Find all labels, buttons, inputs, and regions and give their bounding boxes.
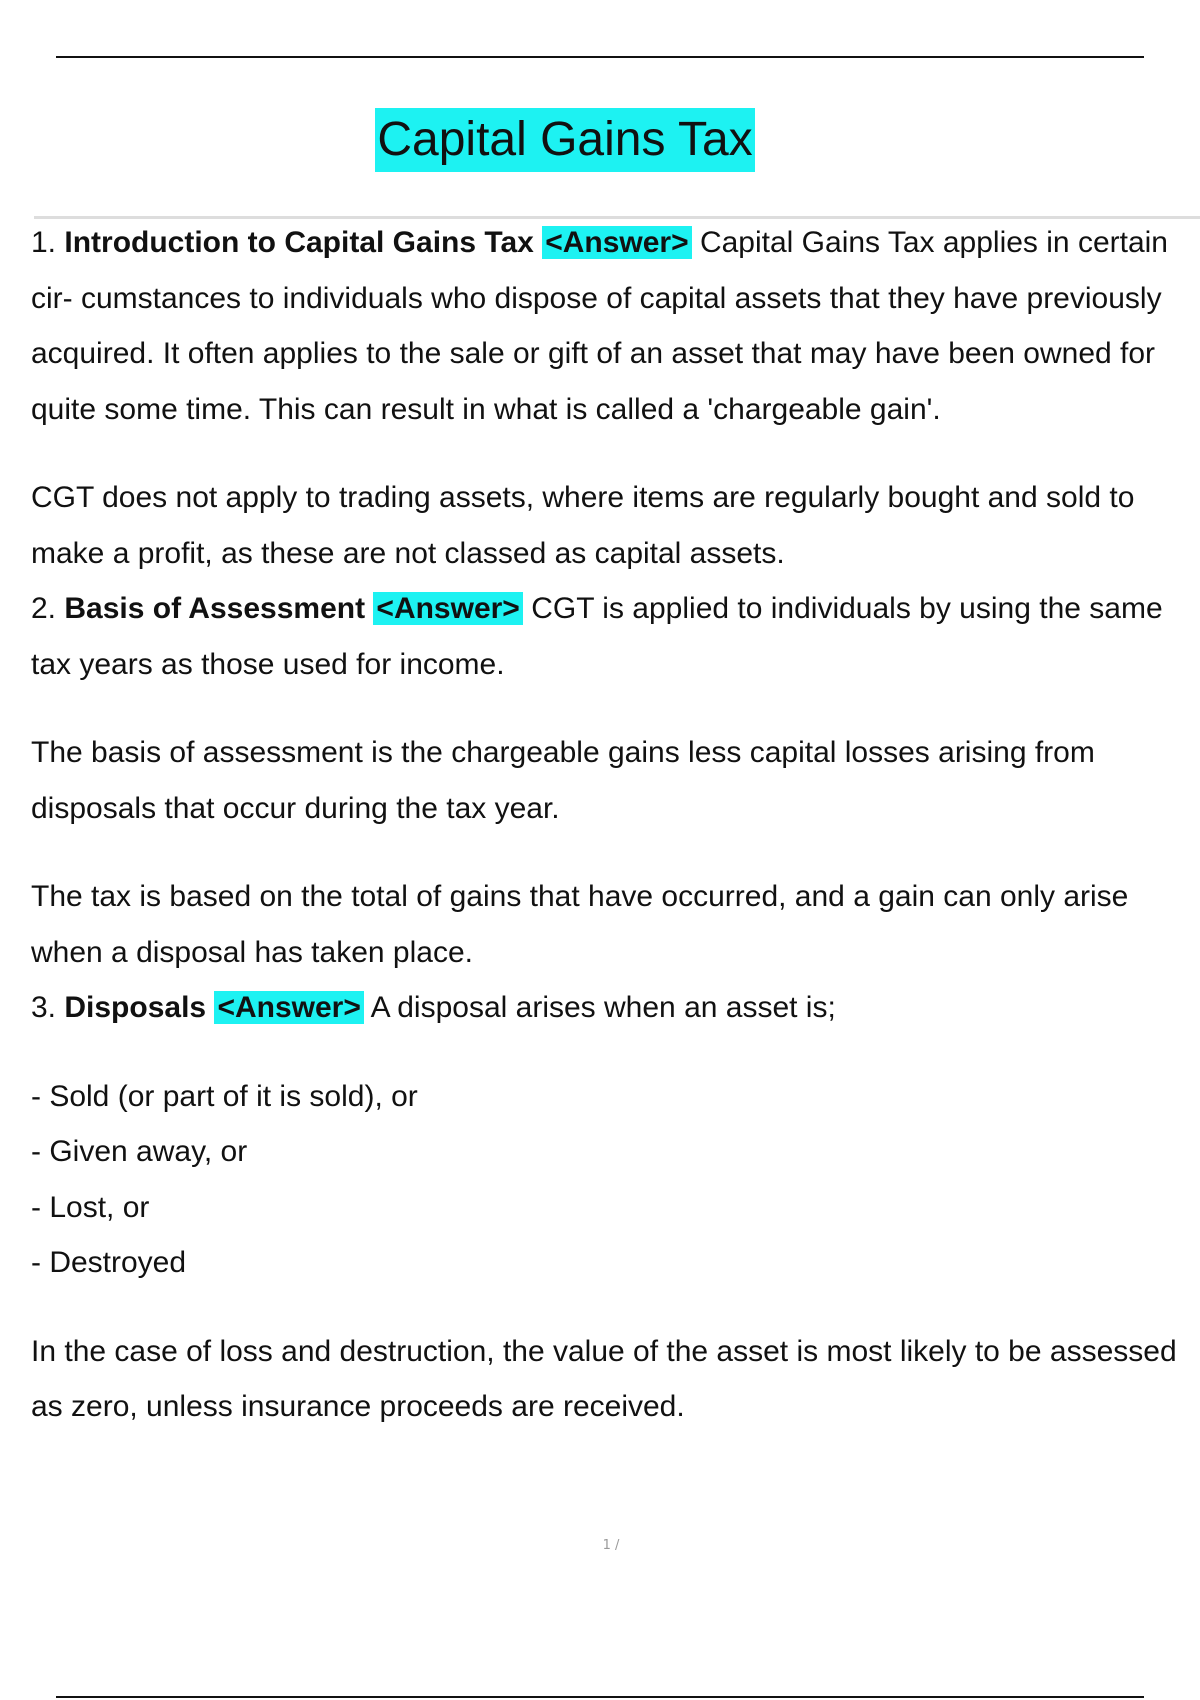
section-number: 2.: [31, 592, 57, 625]
list-item: - Sold (or part of it is sold), or: [31, 1079, 418, 1113]
section-3-intro: [31, 980, 1196, 1036]
section-3-paragraph: In the case of loss and destruction, the value of the asset is most likely to be assessed as zero, unless insurance proceeds are received.: [31, 1334, 1177, 1423]
list-item: - Destroyed: [31, 1246, 187, 1279]
answer-tag: <Answer>: [542, 226, 691, 259]
section-heading: Basis of Assessment: [64, 592, 366, 625]
disposal-list: [31, 1069, 1196, 1291]
list-item: - Given away, or: [31, 1135, 248, 1168]
section-text: CGT is applied to individuals by using the same tax years as those used for income.: [31, 592, 1163, 681]
list-item: - Lost, or: [31, 1190, 150, 1224]
page-number: 1 /: [602, 1538, 620, 1553]
document-body: [31, 215, 1196, 1435]
section-1-intro: [31, 215, 1196, 437]
section-heading: Introduction to Capital Gains Tax: [64, 226, 534, 259]
section-text: A disposal arises when an asset is;: [370, 991, 836, 1024]
section-text: Capital Gains Tax applies in certain cir- cumstances to individuals who dispose of capital assets that they have previously acquired. It often applies to the sale or gift of an asset that may have been owned for quite some time. This can result in what is called a 'chargeable gain'.: [31, 226, 1168, 426]
section-number: 1.: [31, 226, 57, 259]
section-2-intro: [31, 581, 1196, 692]
section-2-paragraph: The tax is based on the total of gains that have occurred, and a gain can only arise when a disposal has taken place.: [31, 880, 1129, 969]
bottom-rule: [56, 1696, 1144, 1698]
section-number: 3.: [31, 991, 57, 1024]
answer-tag: <Answer>: [214, 991, 363, 1024]
title-container: [0, 108, 1130, 172]
answer-tag: <Answer>: [373, 592, 522, 625]
section-1-paragraph: CGT does not apply to trading assets, where items are regularly bought and sold to make a profit, as these are not classed as capital assets.: [31, 481, 1135, 570]
top-rule: [56, 56, 1144, 58]
section-heading: Disposals: [64, 991, 207, 1024]
document-title: Capital Gains Tax: [375, 108, 754, 172]
section-2-paragraph: The basis of assessment is the chargeable gains less capital losses arising from disposals that occur during the tax year.: [31, 736, 1095, 825]
